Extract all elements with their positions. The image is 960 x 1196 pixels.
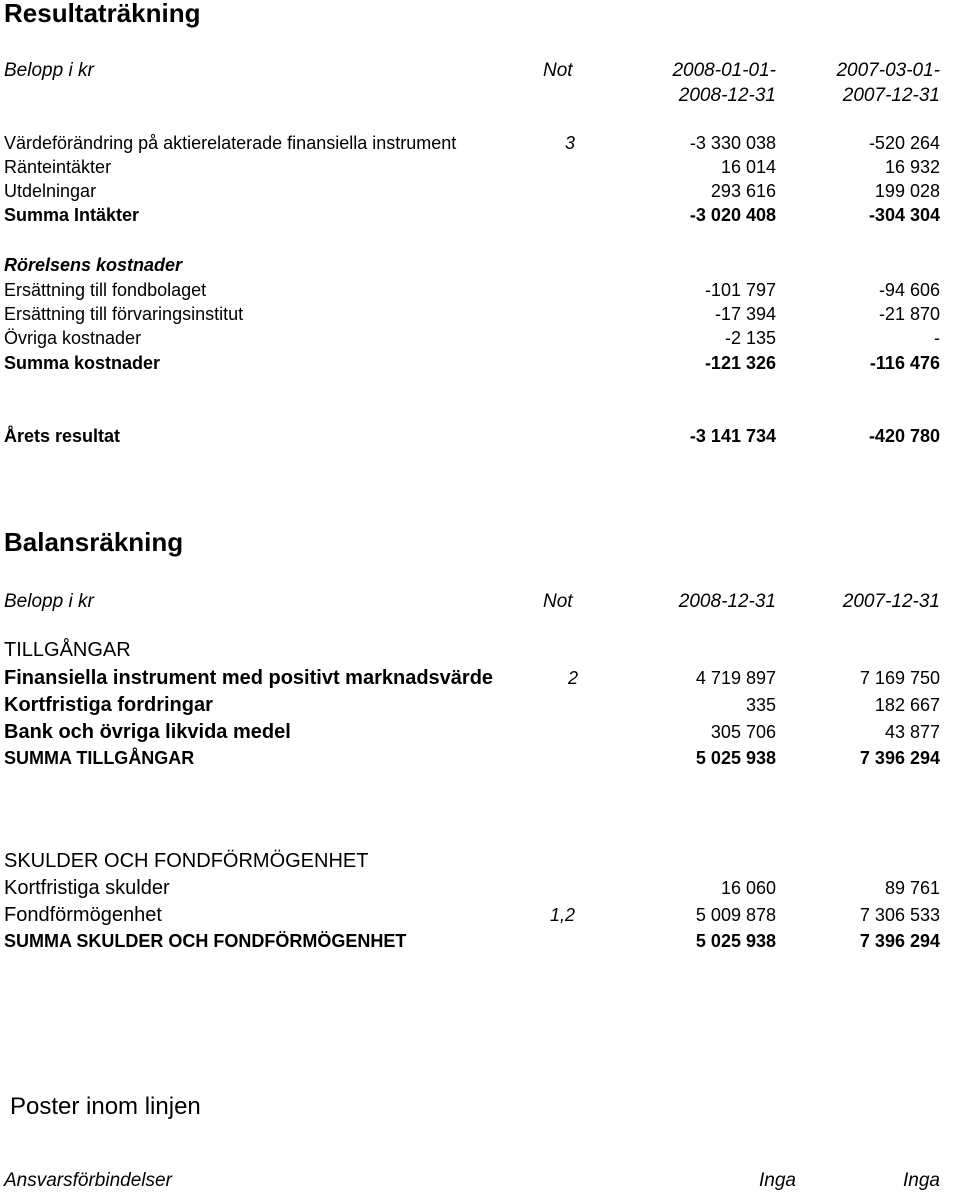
cost-row-value-2008: -17 394 bbox=[714, 304, 776, 324]
result-value-2007: -420 780 bbox=[868, 426, 940, 446]
balance-sheet-title: Balansräkning bbox=[4, 527, 184, 557]
cost-row-value-2007: -21 870 bbox=[878, 304, 940, 324]
liability-row-label: Fondförmögenhet bbox=[4, 904, 162, 926]
income-row-note: 3 bbox=[565, 133, 576, 153]
income-header-col1-line1: 2008-01-01- bbox=[672, 60, 776, 81]
income-header-label: Belopp i kr bbox=[4, 60, 94, 81]
liability-row-note: 1,2 bbox=[550, 905, 576, 925]
asset-row-note: 2 bbox=[568, 668, 579, 688]
asset-row-value-2008: 4 719 897 bbox=[695, 668, 776, 688]
result-label: Årets resultat bbox=[4, 426, 121, 446]
cost-row-value-2007: - bbox=[934, 328, 940, 348]
cost-row-value-2008: -2 135 bbox=[724, 328, 776, 348]
cost-row-label: Ersättning till fondbolaget bbox=[4, 280, 207, 300]
asset-row-label: Bank och övriga likvida medel bbox=[4, 721, 291, 743]
income-total-label: Summa Intäkter bbox=[4, 205, 140, 225]
assets-total-value-2008: 5 025 938 bbox=[695, 748, 776, 768]
cost-row-value-2007: -94 606 bbox=[878, 280, 940, 300]
income-row-label: Utdelningar bbox=[4, 181, 97, 201]
income-total-value-2007: -304 304 bbox=[868, 205, 940, 225]
income-row-label: Ränteintäkter bbox=[4, 157, 112, 177]
income-header-col2-line1: 2007-03-01- bbox=[836, 60, 940, 81]
asset-row-value-2007: 7 169 750 bbox=[859, 668, 940, 688]
liability-row-value-2007: 89 761 bbox=[884, 878, 940, 898]
cost-row-label: Ersättning till förvaringsinstitut bbox=[4, 304, 244, 324]
liability-row-value-2008: 5 009 878 bbox=[695, 905, 776, 925]
costs-total-value-2007: -116 476 bbox=[869, 353, 940, 373]
off-balance-row-value-2007: Inga bbox=[903, 1170, 940, 1191]
result-value-2008: -3 141 734 bbox=[689, 426, 776, 446]
liability-row-value-2007: 7 306 533 bbox=[859, 905, 940, 925]
income-row-value-2008: 293 616 bbox=[710, 181, 776, 201]
asset-row-label: Kortfristiga fordringar bbox=[4, 694, 213, 716]
income-statement-title: Resultaträkning bbox=[4, 0, 201, 28]
income-row-value-2008: 16 014 bbox=[720, 157, 776, 177]
asset-row-value-2007: 43 877 bbox=[884, 722, 940, 742]
liabilities-total-label: SUMMA SKULDER OCH FONDFÖRMÖGENHET bbox=[4, 931, 407, 951]
balance-header-label: Belopp i kr bbox=[4, 591, 94, 612]
income-row-label: Värdeförändring på aktierelaterade finansiella instrument bbox=[4, 133, 457, 153]
asset-row-value-2007: 182 667 bbox=[874, 695, 940, 715]
off-balance-row-value-2008: Inga bbox=[759, 1170, 796, 1191]
assets-total-label: SUMMA TILLGÅNGAR bbox=[4, 748, 195, 768]
costs-total-value-2008: -121 326 bbox=[704, 353, 776, 373]
income-row-value-2007: 16 932 bbox=[884, 157, 940, 177]
asset-row-value-2008: 335 bbox=[745, 695, 776, 715]
costs-total-label: Summa kostnader bbox=[4, 353, 161, 373]
income-total-value-2008: -3 020 408 bbox=[689, 205, 776, 225]
balance-header-col2: 2007-12-31 bbox=[842, 591, 940, 612]
liabilities-total-value-2008: 5 025 938 bbox=[695, 931, 776, 951]
costs-heading: Rörelsens kostnader bbox=[4, 255, 183, 275]
balance-header-col1: 2008-12-31 bbox=[678, 591, 776, 612]
liabilities-heading: SKULDER OCH FONDFÖRMÖGENHET bbox=[4, 850, 369, 872]
assets-heading: TILLGÅNGAR bbox=[4, 639, 131, 661]
income-header-col1-line2: 2008-12-31 bbox=[678, 85, 776, 106]
income-header-col2-line2: 2007-12-31 bbox=[842, 85, 940, 106]
balance-header-note: Not bbox=[543, 591, 573, 612]
liability-row-label: Kortfristiga skulder bbox=[4, 877, 170, 899]
assets-total-value-2007: 7 396 294 bbox=[859, 748, 940, 768]
off-balance-title: Poster inom linjen bbox=[10, 1093, 201, 1120]
income-row-value-2008: -3 330 038 bbox=[689, 133, 776, 153]
off-balance-row-label: Ansvarsförbindelser bbox=[4, 1170, 172, 1191]
income-row-value-2007: -520 264 bbox=[868, 133, 940, 153]
income-row-value-2007: 199 028 bbox=[874, 181, 940, 201]
cost-row-label: Övriga kostnader bbox=[4, 328, 142, 348]
liability-row-value-2008: 16 060 bbox=[720, 878, 776, 898]
income-header-note: Not bbox=[543, 60, 573, 81]
liabilities-total-value-2007: 7 396 294 bbox=[859, 931, 940, 951]
cost-row-value-2008: -101 797 bbox=[704, 280, 776, 300]
asset-row-value-2008: 305 706 bbox=[710, 722, 776, 742]
asset-row-label: Finansiella instrument med positivt marknadsvärde bbox=[4, 667, 494, 689]
